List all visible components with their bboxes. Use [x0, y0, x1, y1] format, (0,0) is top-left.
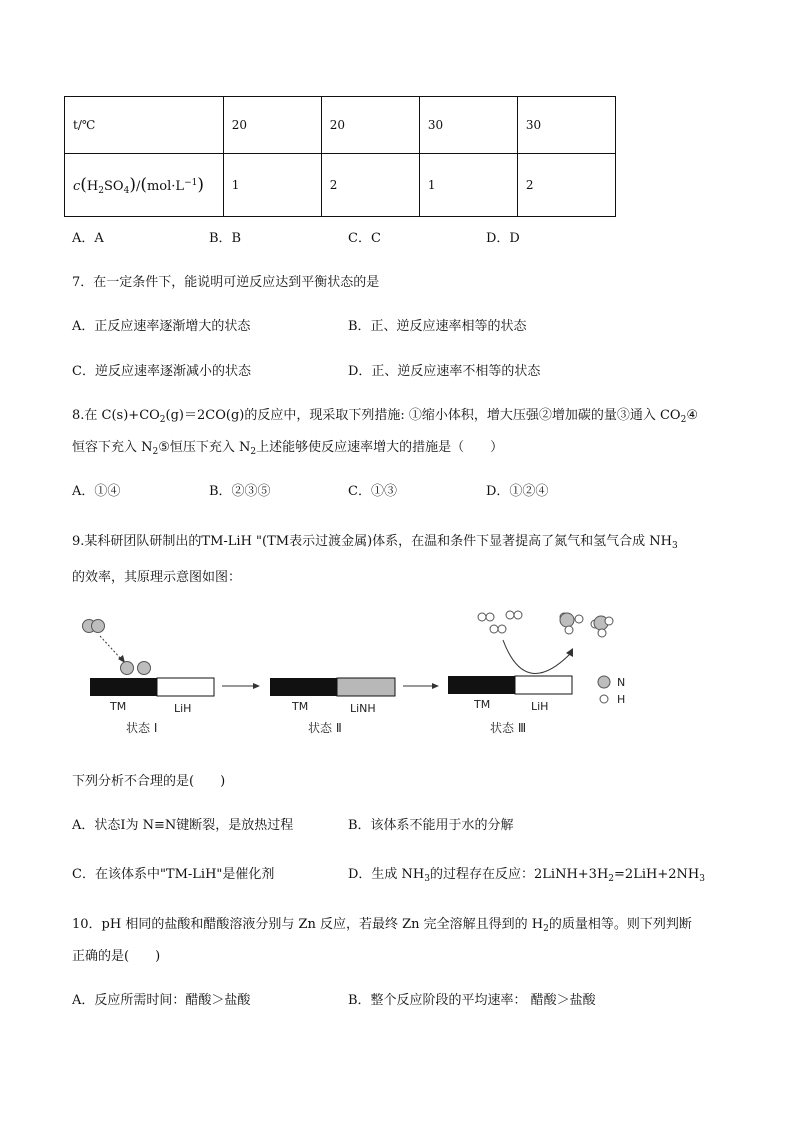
- label-sub: 4: [123, 186, 130, 196]
- label-h: H: [86, 179, 99, 194]
- q10-stem-line2: 正确的是( ): [72, 949, 161, 964]
- q6-option-d: D．D: [486, 231, 520, 246]
- data-table: [64, 96, 616, 217]
- q10-option-b: B．整个反应阶段的平均速率： 醋酸＞盐酸: [348, 993, 596, 1008]
- label-tm: TM: [110, 700, 127, 713]
- q7-option-b: B．正、逆反应速率相等的状态: [348, 319, 527, 334]
- q9-option-b: B．该体系不能用于水的分解: [348, 818, 514, 833]
- q10-sub: 2: [543, 924, 549, 934]
- label-state-3: 状态 Ⅲ: [490, 721, 527, 735]
- q9-sub: 3: [672, 541, 678, 551]
- q8-text: ⑤恒压下充入 N: [158, 440, 251, 455]
- label-so: SO: [104, 179, 124, 194]
- label-tm: TM: [292, 700, 309, 713]
- q8-sub: 2: [152, 447, 159, 457]
- table-cell: 2: [321, 154, 419, 217]
- q9-text: 的过程存在反应：2LiNH+3H: [430, 867, 609, 882]
- table-row: [65, 154, 616, 217]
- reaction-mechanism-figure: [70, 604, 650, 744]
- table-cell: 20: [321, 97, 419, 154]
- q9-text: 9.某科研团队研制出的TM-LiH "(TM表示过渡金属)体系，在温和条件下显著提高了氮气和氢气合成 NH: [72, 534, 672, 549]
- label-linh: LiNH: [350, 702, 376, 715]
- label-lih: LiH: [531, 700, 549, 713]
- q9-sub: 3: [424, 874, 431, 884]
- q7-stem: 7．在一定条件下，能说明可逆反应达到平衡状态的是: [72, 275, 380, 290]
- state-3-diagram: [448, 611, 613, 735]
- table-cell: t/℃: [65, 97, 224, 154]
- label-slash: /: [135, 179, 141, 194]
- state-2-diagram: [270, 678, 395, 735]
- q8-text: 恒容下充入 N: [72, 440, 153, 455]
- q7-option-c: C．逆反应速率逐渐减小的状态: [72, 364, 251, 379]
- q8-text: 上述能够使反应速率增大的措施是（ ）: [256, 440, 504, 455]
- label-c: c: [73, 179, 81, 194]
- table-row: [65, 97, 616, 154]
- label-state-1: 状态 Ⅰ: [126, 721, 158, 735]
- label-unit: mol·L: [146, 179, 185, 194]
- q9-question: 下列分析不合理的是( ): [72, 774, 226, 789]
- q9-text: =2LiH+2NH: [614, 867, 700, 882]
- figure-legend: [598, 676, 625, 706]
- table-cell-concentration-label: $c(H_2SO_4)/(mol\cdot L^{-1})$: [65, 154, 224, 217]
- q10-text: 的质量相等。则下列判断: [548, 917, 692, 932]
- q6-option-a: A．A: [72, 231, 104, 246]
- q8-text: 8.在 C(s)+CO: [72, 408, 160, 423]
- q8-sub: 2: [159, 415, 166, 425]
- q9-stem-line1: [72, 530, 678, 549]
- q9-option-a: A．状态Ⅰ为 N≡N键断裂，是放热过程: [72, 818, 294, 833]
- q8-option-a: A．①④: [72, 484, 121, 499]
- q6-option-b: B．B: [209, 231, 242, 246]
- table-cell: 1: [223, 154, 321, 217]
- q7-option-a: A．正反应速率逐渐增大的状态: [72, 319, 251, 334]
- q10-option-a: A．反应所需时间：醋酸＞盐酸: [72, 993, 251, 1008]
- label-sub: 2: [98, 186, 104, 196]
- q8-sub: 2: [250, 447, 257, 457]
- q8-sub: 2: [680, 415, 687, 425]
- legend-n: N: [617, 676, 626, 689]
- label-lih: LiH: [174, 702, 192, 715]
- q9-stem-line2: 的效率，其原理示意图如图：: [72, 570, 242, 585]
- q7-option-d: D．正、逆反应速率不相等的状态: [348, 364, 541, 379]
- q9-option-d: [348, 863, 705, 882]
- q9-option-c: C．在该体系中"TM-LiH"是催化剂: [72, 867, 275, 882]
- q10-text: 10．pH 相同的盐酸和醋酸溶液分别与 Zn 反应，若最终 Zn 完全溶解且得到的 H: [72, 917, 544, 932]
- q8-option-d: D．①②④: [486, 484, 549, 499]
- q8-text: (g)＝2CO(g)的反应中，现采取下列措施: ①缩小体积，增大压强②增加碳的量③通入 CO: [165, 408, 681, 423]
- q8-stem-line1: [72, 404, 698, 423]
- table-cell: 30: [419, 97, 517, 154]
- q6-option-c: C．C: [348, 231, 381, 246]
- table-cell: 1: [419, 154, 517, 217]
- q10-stem-line1: [72, 913, 692, 932]
- label-tm: TM: [474, 698, 491, 711]
- state-1-diagram: [83, 620, 215, 736]
- table-cell: 2: [517, 154, 615, 217]
- table-cell: 20: [223, 97, 321, 154]
- q9-sub: 2: [608, 874, 615, 884]
- q8-option-b: B．②③⑤: [209, 484, 271, 499]
- label-state-2: 状态 Ⅱ: [308, 721, 342, 735]
- q9-text: D．生成 NH: [348, 867, 425, 882]
- q8-text: ④: [686, 408, 698, 423]
- q8-option-c: C．①③: [348, 484, 397, 499]
- label-sup: −1: [184, 178, 198, 188]
- q9-sub: 3: [699, 874, 705, 884]
- q8-stem-line2: [72, 436, 503, 455]
- legend-h: H: [617, 693, 626, 706]
- table-cell: 30: [517, 97, 615, 154]
